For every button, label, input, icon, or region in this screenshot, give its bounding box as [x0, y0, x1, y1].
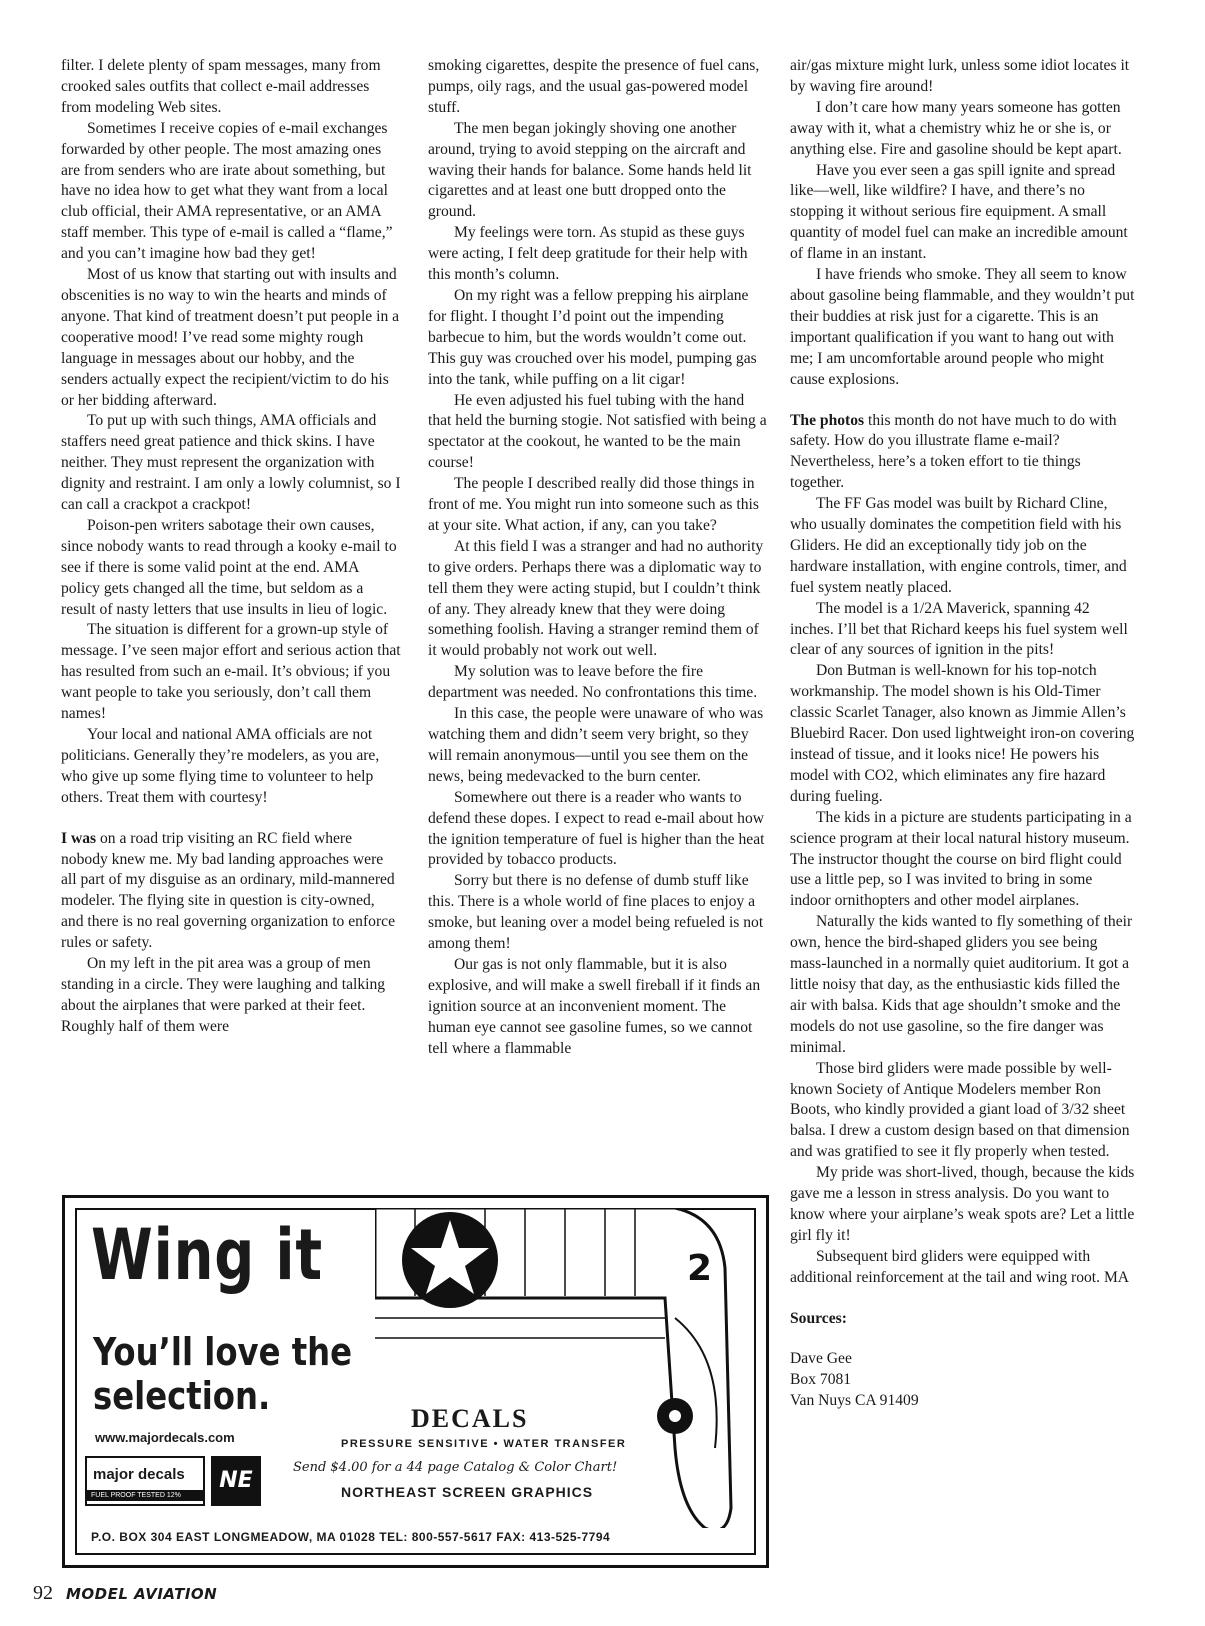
paragraph: I don’t care how many years someone has gotten away with it, what a chemistry whiz he or she is, or anything else. Fire and gasoline should be kept apart.	[790, 98, 1122, 158]
ne-logo: NE	[211, 1456, 261, 1506]
lead-rest: this month do not have much to do with safety. How do you illustrate flame e-mail? Nevertheless, here’s a token effort to tie things together.	[790, 411, 1117, 492]
paragraph: Poison-pen writers sabotage their own causes, since nobody wants to read through a kooky e-mail to see if there is some valid point at the end. AMA policy gets changed all the time, but seldom as a result of nasty letters that use insults in lieu of logic.	[61, 516, 397, 618]
ad-catalog-offer: Send $4.00 for a 44 page Catalog & Color Chart!	[293, 1460, 618, 1475]
paragraph: Naturally the kids wanted to fly something of their own, hence the bird-shaped gliders you see being mass-launched in a normally quiet auditorium. It got a little noisy that day, as the enthusiastic kids filled the air with balsa. Kids that age shouldn’t smoke and the models do not use gasoline, so the fire danger was minimal.	[790, 913, 1133, 1056]
paragraph: filter. I delete plenty of spam messages, many from crooked sales outfits that collect e-mail addresses from modeling Web sites.	[61, 57, 381, 116]
paragraph: The men began jokingly shoving one another around, trying to avoid stepping on the aircraft and waving their hands for balance. Some hands held lit cigarettes and at least one butt dropped onto the ground.	[428, 119, 752, 221]
ad-website-link[interactable]: www.majordecals.com	[95, 1430, 235, 1445]
paragraph: The model is a 1/2A Maverick, spanning 42 inches. I’ll bet that Richard keeps his fuel system well clear of any sources of ignition in the pits!	[790, 599, 1128, 659]
paragraph: The kids in a picture are students participating in a science program at their local natural history museum. The instructor thought the course on bird flight could use a little pep, so I was invited to bring in some indoor ornithopters and other model airplanes.	[790, 808, 1132, 910]
paragraph: Sometimes I receive copies of e-mail exchanges forwarded by other people. The most amazing ones are from senders who are irate about something, but have no idea how to get what they want from a local club official, their AMA representative, or an AMA staff member. This type of e-mail is called a “flame,” and you can’t imagine how bad they get!	[61, 119, 393, 263]
ad-decals-heading: DECALS	[411, 1404, 529, 1433]
ad-headline: Wing it	[91, 1214, 323, 1296]
paragraph: Have you ever seen a gas spill ignite and spread like—well, like wildfire? I have, and there’s no stopping it without serious fire equipment. A small quantity of model fuel can make an incredible amount of flame in an instant.	[790, 161, 1128, 263]
paragraph: The situation is different for a grown-up style of message. I’ve seen major effort and serious action that has resulted from such an e-mail. It’s obvious; if you want people to take you seriously, don’t call them names!	[61, 621, 401, 723]
section-lead-paragraph	[61, 829, 401, 954]
section-lead: I was	[61, 829, 97, 847]
paragraph: My solution was to leave before the fire department was needed. No confrontations this time.	[428, 663, 758, 702]
paragraph: In this case, the people were unaware of who was watching them and didn’t seem very bright, so they will remain anonymous—until you see them on the news, being medevacked to the burn center.	[428, 705, 764, 785]
ad-decal-types: PRESSURE SENSITIVE • WATER TRANSFER	[341, 1438, 627, 1450]
paragraph: I have friends who smoke. They all seem to know about gasoline being flammable, and they wouldn’t put their buddies at risk just for a cigarette. This is an important qualification if you want to hang out with me; I am uncomfortable around people who might cause explosions.	[790, 266, 1135, 388]
paragraph: On my right was a fellow prepping his airplane for flight. I thought I’d point out the impending barbecue to him, but the words wouldn’t come out. This guy was crouched over his model, pumping gas into the tank, while puffing on a lit cigar!	[428, 286, 757, 388]
paragraph: Most of us know that starting out with insults and obscenities is no way to win the hearts and minds of anyone. That kind of treatment doesn’t put people in a cooperative mood! I’ve read some mighty rough language in messages about our hobby, and the senders actually expect the recipient/victim to do his or her bidding afterward.	[61, 266, 400, 409]
sources-line: Van Nuys CA 91409	[790, 1392, 919, 1410]
magazine-name: MODEL AVIATION	[66, 1585, 218, 1603]
paragraph: Somewhere out there is a reader who wants to defend these dopes. I expect to read e-mail about how the ignition temperature of fuel is higher than the heat provided by tobacco products.	[428, 788, 765, 869]
page-footer	[33, 1582, 217, 1605]
paragraph: Your local and national AMA officials are not politicians. Generally they’re modelers, as you are, who give up some flying time to volunteer to help others. Treat them with courtesy!	[61, 726, 380, 806]
brand-name: major decals	[93, 1466, 185, 1483]
ad-tagline-line: selection.	[93, 1374, 271, 1418]
paragraph: Those bird gliders were made possible by well-known Society of Antique Modelers member Ron Boots, who kindly provided a giant load of 3/32 sheet balsa. I drew a custom design based on that dimension and was gratified to see it fly properly when tested.	[790, 1059, 1130, 1161]
paragraph: To put up with such things, AMA officials and staffers need great patience and thick skins. I have neither. They must represent the organization with dignity and restraint. I am only a lowly columnist, so I can call a crackpot a crackpot!	[61, 412, 401, 514]
paragraph: Sorry but there is no defense of dumb stuff like this. There is a whole world of fine places to enjoy a smoke, but leaning over a model being refueled is not among them!	[428, 872, 764, 953]
paragraph: At this field I was a stranger and had no authority to give orders. Perhaps there was a diplomatic way to tell them they were acting stupid, but I couldn’t think of any. They already knew that they were doing something foolish. Having a stranger remind them of it would probably not work out well.	[428, 537, 764, 660]
ad-company-name: NORTHEAST SCREEN GRAPHICS	[341, 1484, 594, 1500]
sources-line: Dave Gee	[790, 1350, 852, 1368]
paragraph: The people I described really did those things in front of me. You might run into someone such as this at your site. What action, if any, can you take?	[428, 475, 759, 534]
major-decals-logo	[85, 1456, 205, 1506]
article-column-2	[428, 56, 768, 1060]
lead-rest: on a road trip visiting an RC field where nobody knew me. My bad landing approaches were all part of my disguise as an ordinary, mild-mannered modeler. The flying site in question is city-owned, and there is no real governing organization to enforce rules or safety.	[61, 829, 395, 952]
sources-heading: Sources:	[790, 1309, 847, 1327]
sources-line: Box 7081	[790, 1371, 852, 1389]
page-number: 92	[33, 1582, 53, 1604]
paragraph: He even adjusted his fuel tubing with the hand that held the burning stogie. Not satisfied with being a spectator at the cookout, he wanted to be the main course!	[428, 391, 767, 472]
ad-contact-address: P.O. BOX 304 EAST LONGMEADOW, MA 01028 TEL: 800-557-5617 FAX: 413-525-7794	[91, 1530, 611, 1544]
warbird-tail-illustration	[375, 1208, 745, 1528]
paragraph: smoking cigarettes, despite the presence of fuel cans, pumps, oily rags, and the usual gas-powered model stuff.	[428, 57, 760, 116]
paragraph: Our gas is not only flammable, but it is also explosive, and will make a swell fireball if it finds an ignition source at an inconvenient moment. The human eye cannot see gasoline fumes, so we cannot tell where a flammable	[428, 955, 761, 1057]
paragraph: Subsequent bird gliders were equipped with additional reinforcement at the tail and wing root. MA	[790, 1247, 1130, 1286]
plane-number: 2	[687, 1248, 713, 1289]
section-lead-paragraph	[790, 411, 1135, 495]
paragraph: Don Butman is well-known for his top-notch workmanship. The model shown is his Old-Timer classic Scarlet Tanager, also known as Jimmie Allen’s Bluebird Racer. Don used lightweight iron-on covering instead of tissue, and it looks nice! He powers his model with CO2, which eliminates any fire hazard during fueling.	[790, 662, 1135, 805]
paragraph: My feelings were torn. As stupid as these guys were acting, I felt deep gratitude for their help with this month’s column.	[428, 224, 748, 284]
article-column-1	[61, 56, 401, 1038]
paragraph: air/gas mixture might lurk, unless some idiot locates it by waving fire around!	[790, 57, 1130, 95]
paragraph: My pride was short-lived, though, because the kids gave me a lesson in stress analysis. Do you want to know where your airplane’s weak spots are? Let a little girl fly it!	[790, 1164, 1135, 1244]
ad-tagline-line: You’ll love the	[93, 1330, 353, 1374]
ad-tagline	[93, 1330, 352, 1418]
section-lead: The photos	[790, 411, 865, 429]
ad-brand-logos	[85, 1456, 265, 1506]
advertisement	[62, 1195, 769, 1568]
brand-subtitle: FUEL PROOF TESTED 12%	[87, 1490, 203, 1501]
paragraph: On my left in the pit area was a group of men standing in a circle. They were laughing and talking about the airplanes that were parked at their feet. Roughly half of them were	[61, 955, 386, 1035]
article-column-3	[790, 56, 1135, 1412]
paragraph: The FF Gas model was built by Richard Cline, who usually dominates the competition field with his Gliders. He did an exceptionally tidy job on the hardware installation, with engine controls, timer, and fuel system neatly placed.	[790, 495, 1127, 596]
